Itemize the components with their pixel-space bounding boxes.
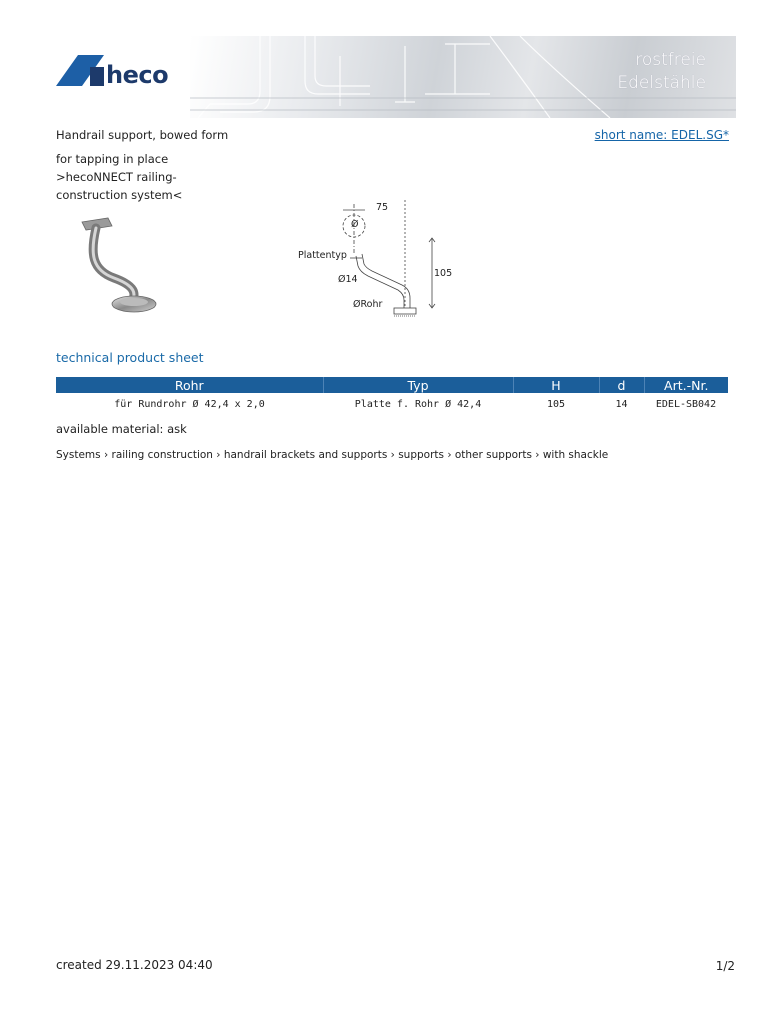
column-header-art-nr: Art.-Nr. bbox=[644, 377, 728, 393]
spec-table bbox=[56, 377, 728, 415]
description-line: construction system< bbox=[56, 188, 183, 202]
header-banner bbox=[190, 36, 736, 118]
column-header-rohr: Rohr bbox=[56, 377, 323, 393]
label-rohr-diameter: ØRohr bbox=[353, 299, 383, 310]
dimension-75: 75 bbox=[376, 202, 389, 213]
cell-rohr: für Rundrohr Ø 42,4 x 2,0 bbox=[114, 398, 265, 410]
column-header-h: H bbox=[513, 377, 599, 393]
banner-text-edelstaehle: Edelstähle bbox=[617, 73, 706, 93]
table-row bbox=[56, 393, 728, 415]
product-description bbox=[56, 150, 182, 204]
cell-art-nr: EDEL-SB042 bbox=[655, 398, 717, 410]
heco-logo-mark bbox=[56, 55, 106, 87]
cell-d: 14 bbox=[615, 398, 628, 410]
table-header-row bbox=[56, 377, 728, 393]
cell-typ: Platte f. Rohr Ø 42,4 bbox=[354, 398, 482, 410]
label-plattentyp: Plattentyp bbox=[298, 250, 347, 261]
page-number: 1/2 bbox=[715, 959, 735, 973]
banner-text-rostfreie: rostfreie bbox=[635, 50, 706, 70]
description-line: >hecoNNECT railing- bbox=[56, 170, 177, 184]
short-name-link[interactable]: short name: EDEL.SG* bbox=[594, 128, 729, 142]
dimension-diameter: Ø bbox=[351, 219, 359, 230]
product-photo bbox=[74, 214, 162, 318]
brand-name: heco bbox=[106, 61, 169, 89]
created-timestamp: created 29.11.2023 04:40 bbox=[56, 958, 213, 972]
cell-h: 105 bbox=[546, 398, 566, 410]
dimension-105: 105 bbox=[434, 268, 453, 279]
section-title: technical product sheet bbox=[56, 350, 204, 365]
breadcrumb: Systems › railing construction › handrail brackets and supports › supports › other supports › with shackle bbox=[56, 449, 609, 461]
description-line: for tapping in place bbox=[56, 152, 169, 166]
column-header-d: d bbox=[599, 377, 644, 393]
product-title: Handrail support, bowed form bbox=[56, 128, 229, 142]
dimension-14: Ø14 bbox=[338, 274, 358, 285]
material-note: available material: ask bbox=[56, 422, 187, 436]
column-header-typ: Typ bbox=[323, 377, 513, 393]
